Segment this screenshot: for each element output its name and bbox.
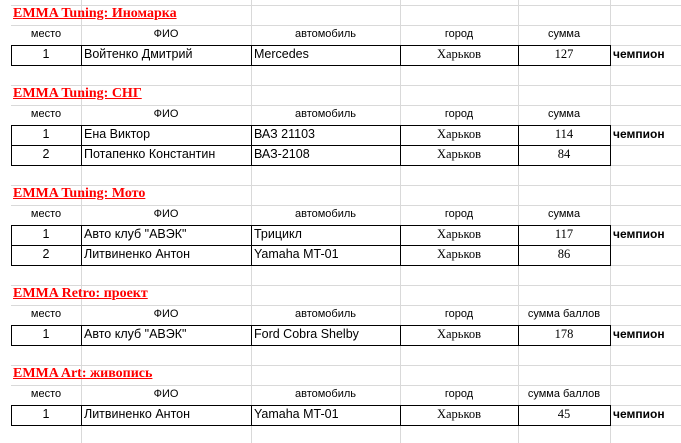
column-header-city: город xyxy=(444,308,474,320)
table-border xyxy=(610,325,611,346)
table-border xyxy=(11,225,12,246)
table-cell-place[interactable]: 1 xyxy=(42,327,50,341)
table-border xyxy=(11,225,611,226)
table-border xyxy=(251,225,252,246)
section-title: EMMA Retro: проект xyxy=(13,286,148,301)
table-border xyxy=(251,245,252,266)
table-border xyxy=(11,405,611,406)
table-cell-sum[interactable]: 84 xyxy=(557,147,571,161)
column-header-city: город xyxy=(444,28,474,40)
table-border xyxy=(400,45,401,66)
champion-label: чемпион xyxy=(613,407,665,421)
column-header-city: город xyxy=(444,108,474,120)
table-cell-place[interactable]: 1 xyxy=(42,47,50,61)
table-border xyxy=(518,245,519,266)
table-cell-place[interactable]: 1 xyxy=(42,227,50,241)
table-cell-car[interactable]: Трицикл xyxy=(254,227,302,241)
table-cell-city[interactable]: Харьков xyxy=(436,47,482,61)
table-cell-car[interactable]: ВАЗ-2108 xyxy=(254,147,310,161)
table-border xyxy=(251,405,252,426)
table-border xyxy=(81,325,82,346)
table-border xyxy=(81,225,82,246)
table-cell-sum[interactable]: 45 xyxy=(557,407,571,421)
table-border xyxy=(11,165,611,166)
table-border xyxy=(610,405,611,426)
champion-label: чемпион xyxy=(613,47,665,61)
table-border xyxy=(518,325,519,346)
table-cell-city[interactable]: Харьков xyxy=(436,127,482,141)
champion-label: чемпион xyxy=(613,327,665,341)
table-border xyxy=(11,125,611,126)
champion-label: чемпион xyxy=(613,127,665,141)
table-border xyxy=(11,145,611,146)
table-border xyxy=(11,145,12,166)
table-cell-name[interactable]: Авто клуб "АВЭК" xyxy=(84,227,187,241)
column-header-car: автомобиль xyxy=(294,108,357,120)
champion-label: чемпион xyxy=(613,227,665,241)
table-border xyxy=(400,405,401,426)
table-cell-car[interactable]: Mercedes xyxy=(254,47,309,61)
table-border xyxy=(11,345,611,346)
table-border xyxy=(400,125,401,146)
table-cell-place[interactable]: 2 xyxy=(42,147,50,161)
table-border xyxy=(400,245,401,266)
table-cell-name[interactable]: Литвиненко Антон xyxy=(84,247,191,261)
table-cell-sum[interactable]: 86 xyxy=(557,247,571,261)
table-cell-city[interactable]: Харьков xyxy=(436,227,482,241)
table-cell-car[interactable]: Yamaha MT-01 xyxy=(254,247,339,261)
column-header-place: место xyxy=(30,388,62,400)
table-border xyxy=(11,265,611,266)
table-border xyxy=(81,405,82,426)
table-cell-city[interactable]: Харьков xyxy=(436,327,482,341)
table-cell-place[interactable]: 2 xyxy=(42,247,50,261)
table-border xyxy=(610,225,611,246)
column-header-sum: сумма xyxy=(547,28,581,40)
column-header-name: ФИО xyxy=(153,28,179,40)
table-cell-name[interactable]: Потапенко Константин xyxy=(84,147,216,161)
column-header-car: автомобиль xyxy=(294,28,357,40)
table-border xyxy=(251,145,252,166)
table-border xyxy=(518,45,519,66)
table-cell-place[interactable]: 1 xyxy=(42,407,50,421)
table-border xyxy=(518,125,519,146)
column-header-sum: сумма баллов xyxy=(527,308,601,320)
column-header-sum: сумма xyxy=(547,108,581,120)
table-border xyxy=(251,325,252,346)
table-cell-sum[interactable]: 114 xyxy=(554,127,574,141)
section-title: EMMA Tuning: СНГ xyxy=(13,86,142,101)
table-border xyxy=(610,245,611,266)
table-cell-car[interactable]: Yamaha MT-01 xyxy=(254,407,339,421)
table-border xyxy=(81,245,82,266)
table-cell-car[interactable]: Ford Cobra Shelby xyxy=(254,327,359,341)
table-cell-name[interactable]: Авто клуб "АВЭК" xyxy=(84,327,187,341)
table-cell-city[interactable]: Харьков xyxy=(436,407,482,421)
table-border xyxy=(81,45,82,66)
table-border xyxy=(610,45,611,66)
table-cell-sum[interactable]: 178 xyxy=(554,327,574,341)
table-border xyxy=(400,325,401,346)
table-cell-name[interactable]: Войтенко Дмитрий xyxy=(84,47,193,61)
column-header-sum: сумма xyxy=(547,208,581,220)
table-border xyxy=(11,325,12,346)
column-header-name: ФИО xyxy=(153,108,179,120)
table-border xyxy=(11,245,611,246)
section-title: EMMA Tuning: Мото xyxy=(13,186,146,201)
table-border xyxy=(11,245,12,266)
table-cell-car[interactable]: ВАЗ 21103 xyxy=(254,127,315,141)
column-header-name: ФИО xyxy=(153,388,179,400)
table-cell-name[interactable]: Литвиненко Антон xyxy=(84,407,191,421)
column-header-city: город xyxy=(444,388,474,400)
table-border xyxy=(11,45,12,66)
table-cell-place[interactable]: 1 xyxy=(42,127,50,141)
grid-line-vertical xyxy=(610,0,611,443)
table-border xyxy=(518,145,519,166)
table-border xyxy=(11,45,611,46)
column-header-name: ФИО xyxy=(153,308,179,320)
table-border xyxy=(11,125,12,146)
section-title: EMMA Tuning: Иномарка xyxy=(13,6,177,21)
table-cell-sum[interactable]: 127 xyxy=(554,47,574,61)
table-border xyxy=(610,125,611,146)
table-border xyxy=(610,145,611,166)
table-border xyxy=(518,225,519,246)
table-border xyxy=(11,405,12,426)
column-header-place: место xyxy=(30,108,62,120)
table-border xyxy=(81,145,82,166)
table-border xyxy=(400,225,401,246)
table-border xyxy=(251,125,252,146)
column-header-city: город xyxy=(444,208,474,220)
table-border xyxy=(518,405,519,426)
table-border xyxy=(11,325,611,326)
table-border xyxy=(81,125,82,146)
table-border xyxy=(11,65,611,66)
table-cell-city[interactable]: Харьков xyxy=(436,147,482,161)
column-header-car: автомобиль xyxy=(294,308,357,320)
section-title: EMMA Art: живопись xyxy=(13,366,153,381)
table-border xyxy=(400,145,401,166)
table-border xyxy=(251,45,252,66)
column-header-car: автомобиль xyxy=(294,208,357,220)
column-header-place: место xyxy=(30,308,62,320)
table-cell-city[interactable]: Харьков xyxy=(436,247,482,261)
column-header-sum: сумма баллов xyxy=(527,388,601,400)
column-header-place: место xyxy=(30,208,62,220)
column-header-name: ФИО xyxy=(153,208,179,220)
table-cell-sum[interactable]: 117 xyxy=(554,227,574,241)
column-header-place: место xyxy=(30,28,62,40)
table-border xyxy=(11,425,611,426)
table-cell-name[interactable]: Ена Виктор xyxy=(84,127,151,141)
column-header-car: автомобиль xyxy=(294,388,357,400)
